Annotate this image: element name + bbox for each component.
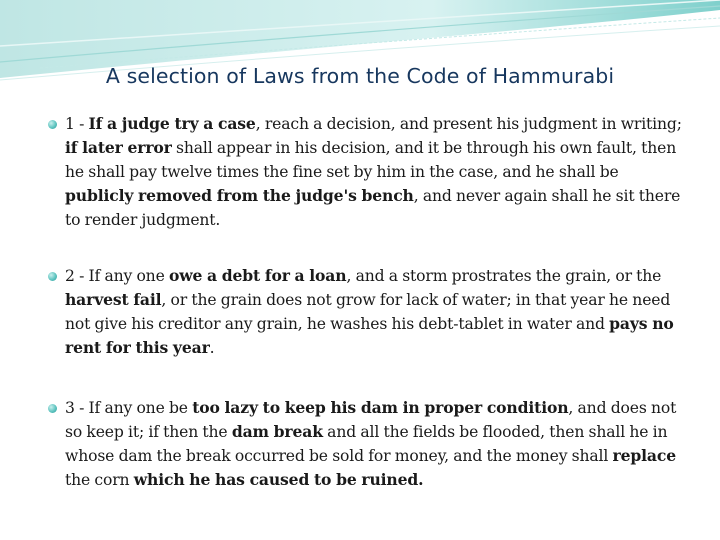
bullet-dot-icon xyxy=(48,120,57,129)
law-emphasis: pays no rent for this year xyxy=(65,314,674,357)
law-text-segment: 2 - If any one xyxy=(65,267,169,285)
law-text xyxy=(65,396,683,492)
law-text-segment: the corn xyxy=(65,471,134,489)
law-text xyxy=(65,264,683,360)
law-text-segment: , and does not so keep it; if then the xyxy=(65,399,677,441)
law-text-segment: , reach a decision, and present his judgment in writing; xyxy=(255,115,682,133)
law-emphasis: if later error xyxy=(65,138,172,157)
law-text-segment: . xyxy=(209,339,215,357)
law-text-segment: , or the grain does not grow for lack of water; in that year he need not give his creditor any grain, he washes his debt-tablet in water and xyxy=(65,291,671,333)
bullet-dot-icon xyxy=(48,272,57,281)
law-text-segment: and all the fields be flooded, then shall he in whose dam the break occurred be sold for money, and the money shall xyxy=(65,423,668,465)
law-emphasis: owe a debt for a loan xyxy=(168,266,347,285)
law-emphasis: publicly removed from the judge's bench xyxy=(65,186,414,205)
law-emphasis: too lazy to keep his dam in proper condition xyxy=(192,398,569,417)
law-text-segment: , and a storm prostrates the grain, or the xyxy=(346,267,662,285)
law-item-3 xyxy=(65,396,683,492)
law-text-segment: , and never again shall he sit there to render judgment. xyxy=(65,187,681,229)
law-emphasis: dam break xyxy=(231,422,323,441)
law-emphasis: which he has caused to be ruined. xyxy=(133,470,424,489)
law-text-segment: 1 - xyxy=(65,115,89,133)
bullet-dot-icon xyxy=(48,404,57,413)
law-item-1 xyxy=(65,112,683,232)
law-text-segment: 3 - If any one be xyxy=(65,399,193,417)
law-emphasis: replace xyxy=(612,446,676,465)
law-emphasis: harvest fail xyxy=(65,290,162,309)
slide-title: A selection of Laws from the Code of Hammurabi xyxy=(105,64,615,88)
law-emphasis: If a judge try a case xyxy=(88,114,256,133)
law-text xyxy=(65,112,683,232)
law-text-segment: shall appear in his decision, and it be through his own fault, then he shall pay twelve times the fine set by him in the case, and he shall be xyxy=(65,139,677,181)
law-item-2 xyxy=(65,264,683,360)
